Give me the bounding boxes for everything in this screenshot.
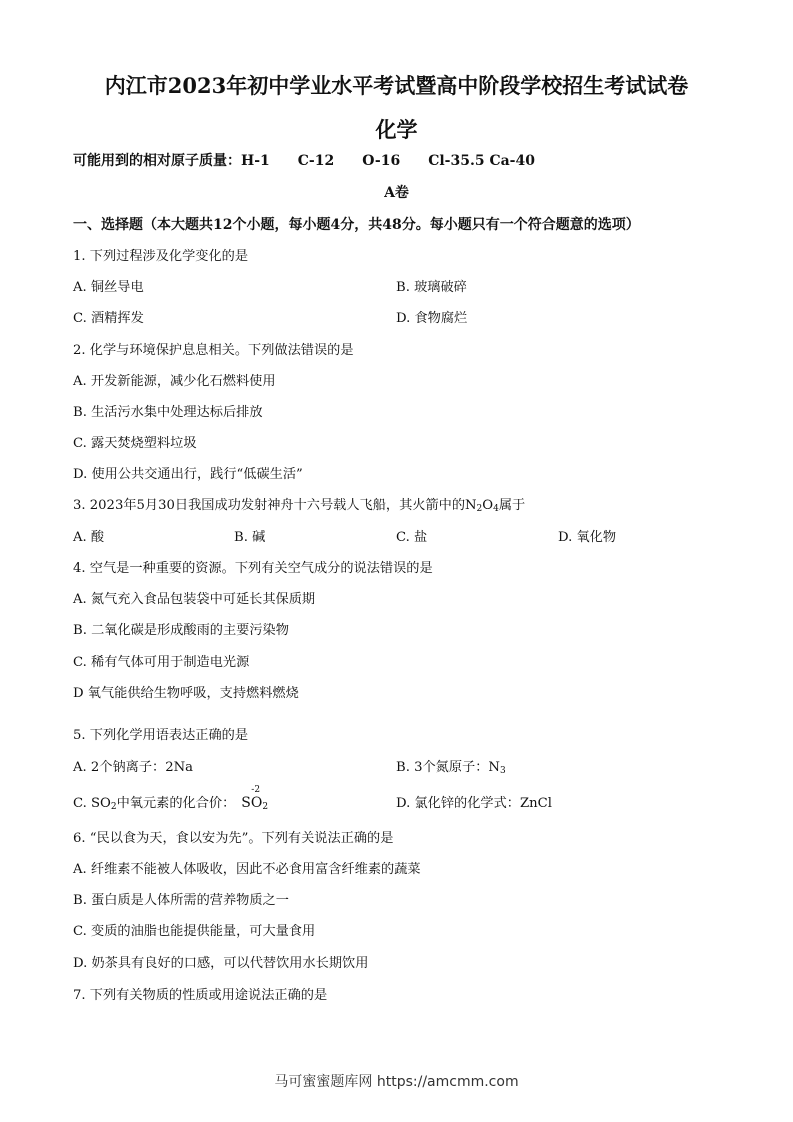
atomic-masses: 可能用到的相对原子质量：H-1 C-12 O-16 Cl-35.5 Ca-40 (73, 153, 535, 169)
question-3-option-a: A. 酸 (73, 530, 105, 545)
q3-stem-mid: O (482, 498, 494, 513)
question-1-option-b: B. 玻璃破碎 (396, 280, 467, 295)
q3-subscript-1: 2 (476, 504, 483, 514)
exam-title: 内江市2023年初中学业水平考试暨高中阶段学校招生考试试卷 (104, 73, 689, 98)
volume-label: A卷 (384, 185, 409, 201)
question-5-stem: 5. 下列化学用语表达正确的是 (73, 728, 249, 743)
question-2-option-a: A. 开发新能源，减少化石燃料使用 (73, 374, 276, 389)
question-2-option-d: D. 使用公共交通出行，践行“低碳生活” (73, 467, 303, 482)
subject-title: 化学 (375, 117, 418, 142)
question-3-stem (73, 494, 525, 513)
question-1-option-d: D. 食物腐烂 (396, 311, 468, 326)
question-6-option-a: A. 纤维素不能被人体吸收，因此不必食用富含纤维素的蔬菜 (73, 862, 421, 877)
q3-stem-end: 属于 (498, 498, 526, 513)
question-2-option-c: C. 露天焚烧塑料垃圾 (73, 436, 197, 451)
valence-formula: SO (241, 795, 263, 811)
footer-watermark: 马可蜜蜜题库网 https://amcmm.com (274, 1074, 519, 1090)
question-4-option-d: D 氧气能供给生物呼吸，支持燃料燃烧 (73, 686, 299, 701)
question-3-option-d: D. 氧化物 (558, 530, 617, 545)
question-6-option-d: D. 奶茶具有良好的口感，可以代替饮用水长期饮用 (73, 956, 369, 971)
question-6-option-b: B. 蛋白质是人体所需的营养物质之一 (73, 893, 289, 908)
question-2-stem: 2. 化学与环境保护息息相关。下列做法错误的是 (73, 343, 354, 358)
question-5-option-a: A. 2个钠离子：2Na (73, 760, 194, 775)
question-2-option-b: B. 生活污水集中处理达标后排放 (73, 405, 263, 420)
valence-notation (241, 785, 269, 812)
section-heading: 一、选择题（本大题共12个小题，每小题4分，共48分。每小题只有一个符合题意的选项） (73, 217, 640, 233)
question-5-option-d: D. 氯化锌的化学式：ZnCl (396, 796, 552, 811)
q5-c-text-post: 中氧元素的化合价： (116, 796, 236, 811)
question-1-option-c: C. 酒精挥发 (73, 311, 144, 326)
question-5-option-b (396, 756, 506, 775)
q3-stem-text: 3. 2023年5月30日我国成功发射神舟十六号载人飞船，其火箭中的N (73, 498, 477, 513)
question-1-option-a: A. 铜丝导电 (73, 280, 144, 295)
question-4-stem: 4. 空气是一种重要的资源。下列有关空气成分的说法错误的是 (73, 561, 433, 576)
question-1-stem: 1. 下列过程涉及化学变化的是 (73, 249, 249, 264)
valence-value: -2 (251, 785, 261, 795)
valence-subscript: 2 (262, 802, 269, 812)
q3-subscript-2: 4 (493, 504, 499, 514)
question-4-option-c: C. 稀有气体可用于制造电光源 (73, 655, 250, 670)
question-6-stem: 6. “民以食为天，食以安为先”。下列有关说法正确的是 (73, 831, 394, 846)
question-4-option-b: B. 二氧化碳是形成酸雨的主要污染物 (73, 623, 289, 638)
question-3-option-c: C. 盐 (396, 530, 428, 545)
question-6-option-c: C. 变质的油脂也能提供能量，可大量食用 (73, 924, 316, 939)
question-3-option-b: B. 碱 (234, 530, 266, 545)
q5-c-text: C. SO (73, 796, 111, 811)
question-7-stem: 7. 下列有关物质的性质或用途说法正确的是 (73, 988, 328, 1003)
question-5-option-c (73, 785, 269, 812)
q5-b-subscript: 3 (499, 766, 506, 776)
q5-c-subscript: 2 (110, 802, 117, 812)
q5-b-text: B. 3个氮原子：N (396, 760, 500, 775)
question-4-option-a: A. 氮气充入食品包装袋中可延长其保质期 (73, 592, 316, 607)
